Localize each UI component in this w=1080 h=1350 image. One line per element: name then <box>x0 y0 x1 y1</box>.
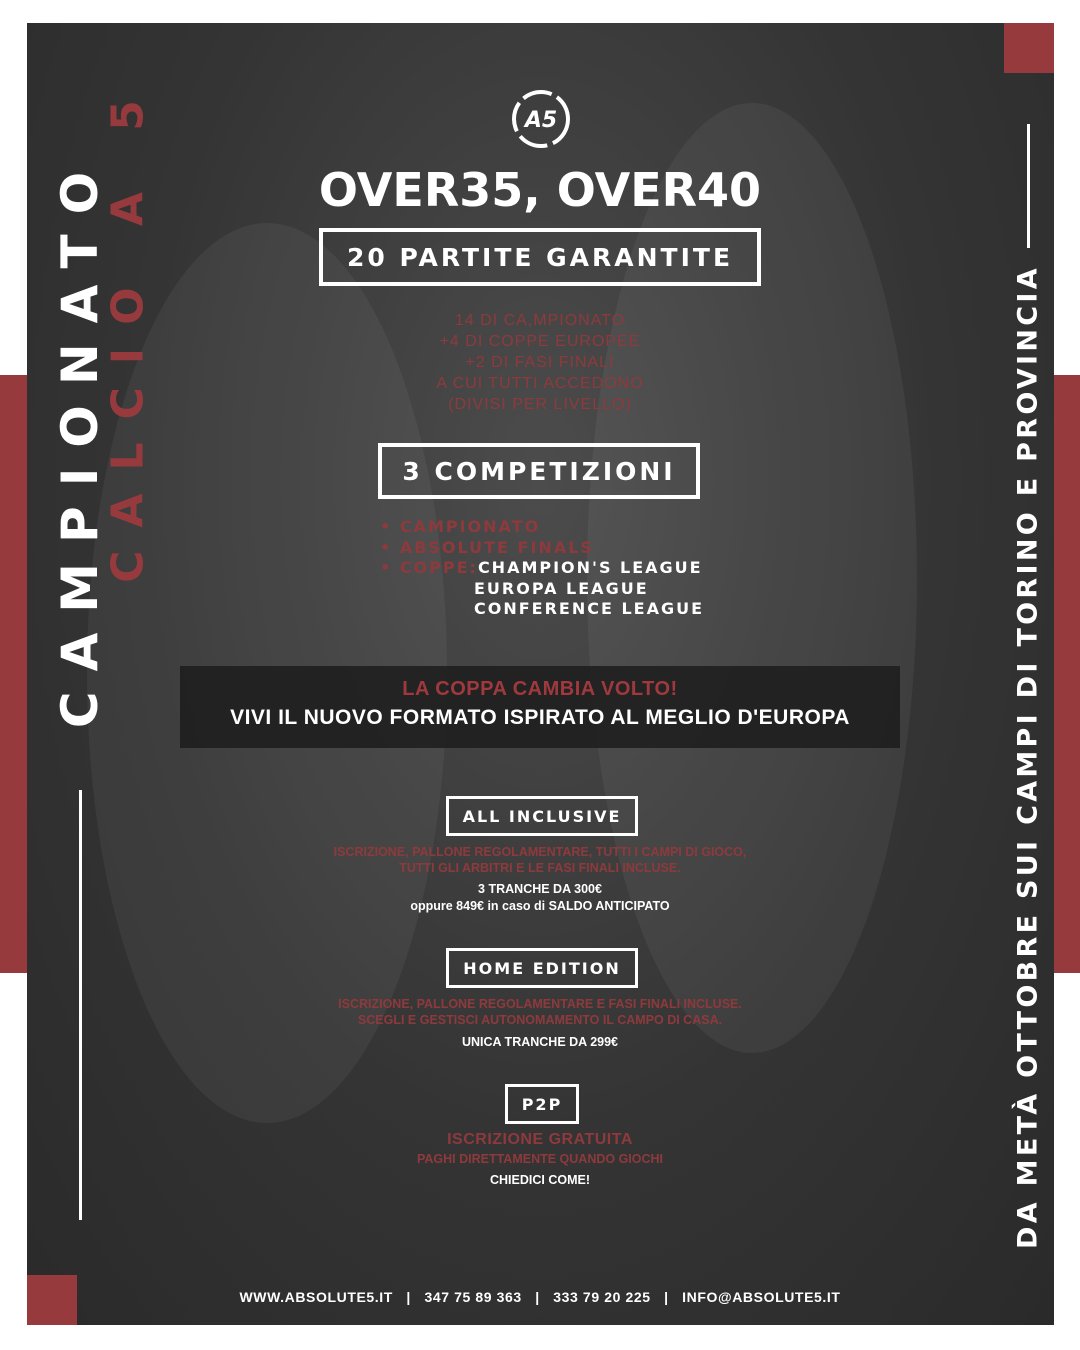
footer-separator: | <box>535 1289 540 1305</box>
footer-phone-2[interactable]: 333 79 20 225 <box>553 1289 651 1305</box>
cup-name: CHAMPION'S LEAGUE <box>477 558 703 577</box>
home-edition-box: HOME EDITION <box>446 948 638 988</box>
cup-name: EUROPA LEAGUE <box>474 578 649 598</box>
banner-title: LA COPPA CAMBIA VOLTO! <box>402 678 678 700</box>
list-item <box>380 517 704 538</box>
cup-name: CONFERENCE LEAGUE <box>474 599 705 618</box>
list-item <box>380 558 704 579</box>
list-item <box>380 538 704 559</box>
competizioni-box: 3 COMPETIZIONI <box>378 443 700 499</box>
partite-line: +4 DI COPPE EUROPEE <box>439 333 641 350</box>
partite-line: +2 DI FASI FINALI <box>465 354 615 371</box>
p2p-cta: CHIEDICI COME! <box>490 1173 590 1187</box>
side-text-location: DA METÀ OTTOBRE SUI CAMPI DI TORINO E PROVINCIA <box>1012 265 1044 1249</box>
footer-email[interactable]: INFO@ABSOLUTE5.IT <box>682 1289 841 1305</box>
all-inclusive-price <box>240 881 840 915</box>
right-divider-line <box>1027 124 1030 248</box>
corner-accent-top-right <box>1004 23 1054 73</box>
home-edition-price: UNICA TRANCHE DA 299€ <box>461 1035 619 1049</box>
desc-line: ISCRIZIONE, PALLONE REGOLAMENTARE E FASI FINALI INCLUSE. <box>338 997 742 1011</box>
bullet: • <box>380 517 393 536</box>
competition-label: COPPE: <box>399 558 478 577</box>
partite-line: 14 DI CA,MPIONATO <box>454 312 626 329</box>
bullet: • <box>380 537 393 557</box>
footer-separator: | <box>406 1289 411 1305</box>
partite-line: (DIVISI PER LIVELLO) <box>448 396 632 413</box>
left-divider-line <box>79 790 82 1220</box>
side-subtitle-calcio: CALCIO A 5 <box>102 77 154 583</box>
headline: OVER35, OVER40 <box>318 163 762 217</box>
side-title-campionato: CAMPIONATO <box>51 151 109 729</box>
footer-contacts <box>0 1289 1080 1305</box>
partite-box: 20 PARTITE GARANTITE <box>319 228 761 286</box>
promo-banner <box>180 666 900 748</box>
price-line: 3 TRANCHE DA 300€ <box>478 882 602 896</box>
p2p-title: ISCRIZIONE GRATUITA <box>447 1131 633 1148</box>
footer-phone-1[interactable]: 347 75 89 363 <box>424 1289 522 1305</box>
competition-label: CAMPIONATO <box>399 517 541 536</box>
desc-line: SCEGLI E GESTISCI AUTONOMAMENTO IL CAMPO DI CASA. <box>357 1013 723 1027</box>
a5-logo-icon <box>510 88 572 150</box>
price-line: oppure 849€ in caso di SALDO ANTICIPATO <box>410 899 670 913</box>
competition-label: ABSOLUTE FINALS <box>399 537 594 557</box>
p2p-desc: PAGHI DIRETTAMENTE QUANDO GIOCHI <box>416 1152 664 1166</box>
competizioni-list <box>380 517 704 620</box>
partite-details <box>240 310 840 415</box>
footer-separator: | <box>664 1289 669 1305</box>
list-item <box>380 599 704 620</box>
home-edition-desc <box>240 996 840 1028</box>
list-item <box>380 579 704 600</box>
all-inclusive-box: ALL INCLUSIVE <box>446 796 638 836</box>
partite-line: A CUI TUTTI ACCEDONO <box>436 375 644 392</box>
desc-line: TUTTI GLI ARBITRI E LE FASI FINALI INCLUSE. <box>399 861 681 875</box>
svg-text:A5: A5 <box>524 108 558 133</box>
bullet: • <box>380 558 393 577</box>
banner-subtitle: VIVI IL NUOVO FORMATO ISPIRATO AL MEGLIO D'EUROPA <box>230 706 850 729</box>
all-inclusive-desc <box>240 844 840 876</box>
footer-website[interactable]: WWW.ABSOLUTE5.IT <box>239 1289 393 1305</box>
desc-line: ISCRIZIONE, PALLONE REGOLAMENTARE, TUTTI I CAMPI DI GIOCO, <box>333 845 747 859</box>
p2p-box: P2P <box>505 1084 579 1124</box>
